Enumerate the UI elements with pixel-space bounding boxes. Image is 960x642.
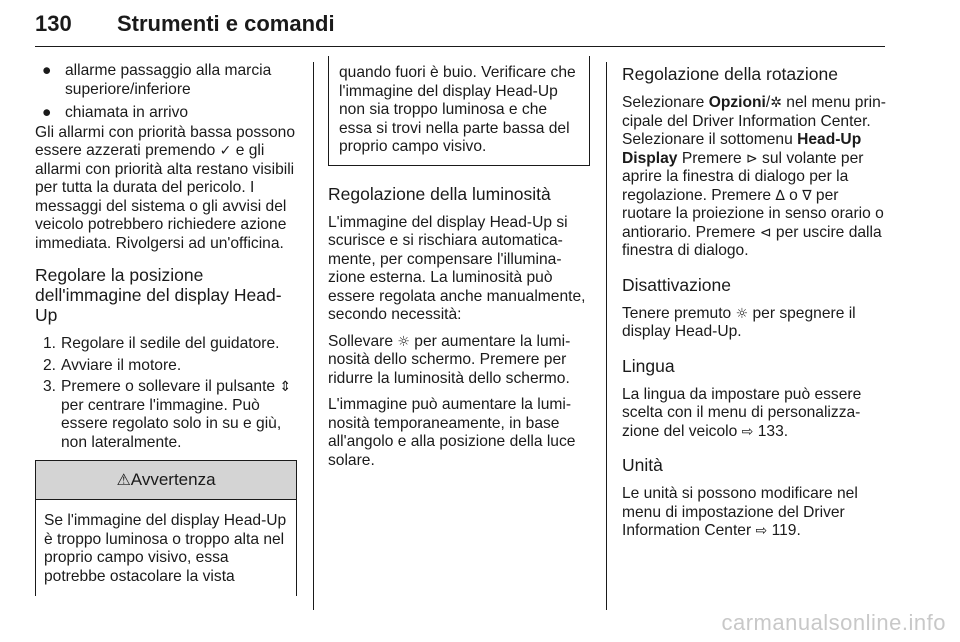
warning-icon: ⚠ [116, 470, 131, 489]
paragraph-alarms: Gli allarmi con priorità bassa possono essere azzerati premendo ✓ e gli allarmi con priorità alta restano visibili per tutta la durata del pericolo. I messaggi del sistema o gli avvisi del veicolo potrebbero richiedere azione immediata. Rivolgersi ad un'officina. [35, 123, 296, 252]
up-arrow-icon: ∆ [775, 187, 785, 204]
bullet-icon: ● [42, 62, 52, 79]
page-reference-icon: ⇨ [755, 523, 768, 539]
warning-header [36, 461, 296, 500]
right-arrow-icon: ⊳ [745, 150, 758, 167]
warning-box-continued: quando fuori è buio. Verificare che l'immagine del display Head-Up non sia troppo luminosa e che essa si trovi nella parte bassa del proprio campo visivo. [328, 56, 590, 166]
list-item: 2. Avviare il motore. [43, 356, 182, 374]
paragraph: L'immagine del display Head-Up si scurisce e si rischiara automatica-mente, per compensare l'illumina-zione esterna. La luminosità può essere regolata anche manualmente, secondo necessità: [328, 213, 586, 323]
section-heading: Regolazione della rotazione [622, 64, 838, 84]
paragraph: Tenere premuto ☼ per spegnere il display Head-Up. [622, 304, 856, 340]
warning-text: Se l'immagine del display Head-Up è troppo luminosa o troppo alta nel proprio campo visivo, essa potrebbe ostacolare la vista [44, 512, 287, 585]
page-number: 130 [35, 11, 72, 36]
gear-icon: ✲ [770, 95, 782, 111]
back-arrow-icon: ⊲ [759, 224, 772, 241]
paragraph: Le unità si possono modificare nel menu di impostazione del Driver Information Center ⇨ 119. [622, 485, 858, 539]
column-divider-1 [313, 62, 314, 610]
paragraph: La lingua da impostare può essere scelta con il menu di personalizza-zione del veicolo ⇨ 133. [622, 385, 862, 440]
paragraph: L'immagine può aumentare la lumi-nosità temporaneamente, in base all'angolo e alla posizione della luce solare. [328, 396, 576, 469]
down-arrow-icon: ∇ [802, 187, 812, 204]
section-heading: Disattivazione [622, 274, 731, 295]
paragraph: Selezionare Opzioni/✲ nel menu prin-cipale del Driver Information Center. Selezionare il sottomenu Head-Up Display Premere ⊳ sul volante per aprire la finestra di dialogo per la regolazione. Premere ∆ o ∇ per ruotare la proiezione in senso orario o antiorario. Premere ⊲ per uscire dalla finestra di dialogo. [622, 94, 886, 259]
page-reference-icon: ⇨ [741, 423, 754, 440]
warning-box [35, 460, 297, 596]
page-header [35, 6, 885, 47]
column-divider-2 [606, 62, 607, 610]
page-title: Strumenti e comandi [117, 11, 335, 36]
brightness-icon: ☼ [735, 305, 749, 322]
list-item: 3. Premere o sollevare il pulsante ⇕ per centrare l'immagine. Può essere regolato solo in su e giù, non lateralmente. [43, 378, 292, 451]
brightness-icon: ☼ [397, 333, 410, 350]
paragraph: Sollevare ☼ per aumentare la lumi-nosità dello schermo. Premere per ridurre la luminosità dello schermo. [328, 332, 571, 387]
warning-title: Avvertenza [130, 470, 216, 489]
column-3 [622, 64, 887, 541]
section-heading: Lingua [622, 355, 675, 376]
adjust-button-icon: ⇕ [279, 379, 292, 395]
section-heading: Regolazione della luminosità [328, 183, 551, 204]
column-2 [328, 62, 590, 470]
section-heading: Regolare la posizione dell'immagine del display Head-Up [35, 265, 282, 325]
list-item: 1. Regolare il sedile del guidatore. [43, 335, 280, 352]
column-1 [35, 62, 297, 596]
watermark: carmanualsonline.info [721, 610, 946, 635]
list-item: ● allarme passaggio alla marcia superiore/inferiore [42, 62, 272, 98]
list-item: ● chiamata in arrivo [42, 104, 189, 121]
bullet-icon: ● [42, 104, 52, 121]
section-heading: Unità [622, 455, 663, 475]
check-icon: ✓ [219, 143, 232, 159]
